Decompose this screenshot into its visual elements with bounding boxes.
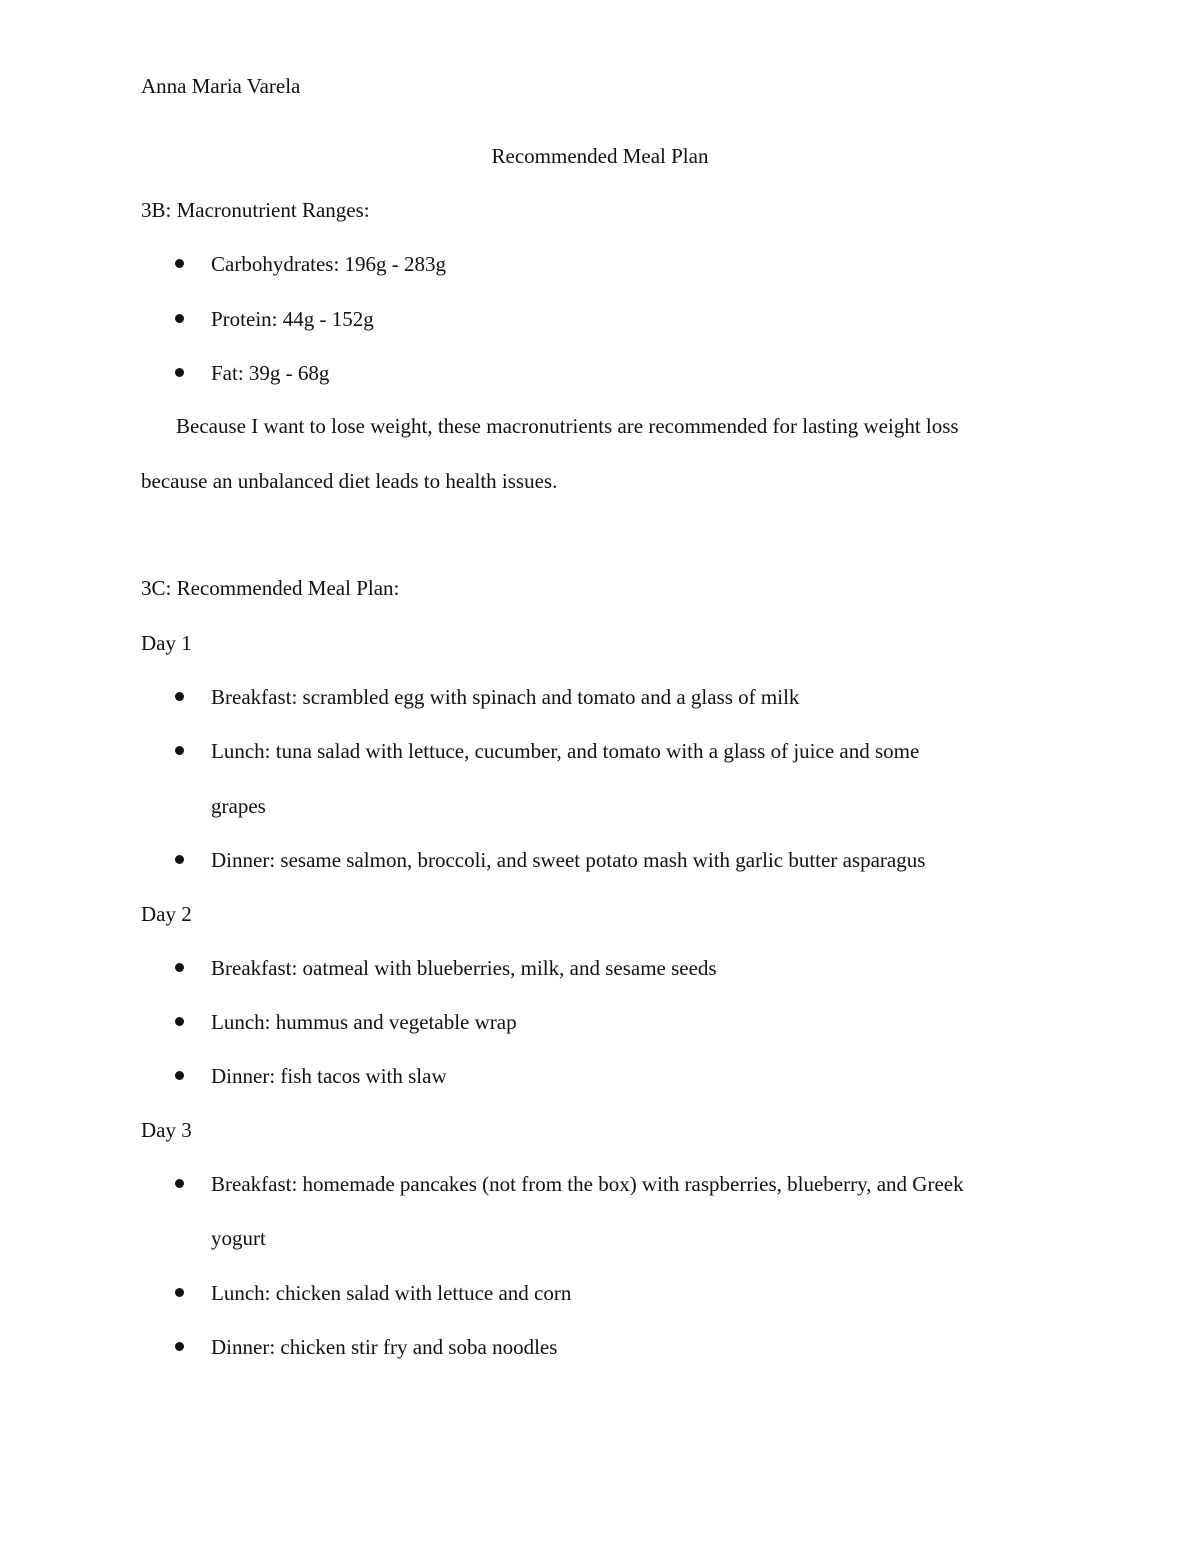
bullet-icon [175,963,184,972]
day-1-lunch: Lunch: tuna salad with lettuce, cucumber, and tomato with a glass of juice and some [211,739,920,763]
paragraph-line-1: Because I want to lose weight, these macronutrients are recommended for lasting weight loss [176,414,959,438]
section-3b-heading: 3B: Macronutrient Ranges: [141,198,370,222]
day-3-breakfast: Breakfast: homemade pancakes (not from the box) with raspberries, blueberry, and Greek [211,1172,964,1196]
macro-fat: Fat: 39g - 68g [211,361,330,385]
bullet-icon [175,692,184,701]
day-1-label: Day 1 [141,631,192,655]
macro-protein: Protein: 44g - 152g [211,307,374,331]
paragraph-line-2: because an unbalanced diet leads to health issues. [141,469,558,493]
day-3-dinner: Dinner: chicken stir fry and soba noodles [211,1335,558,1359]
bullet-icon [175,259,184,268]
bullet-icon [175,1288,184,1297]
day-1-breakfast: Breakfast: scrambled egg with spinach and tomato and a glass of milk [211,685,800,709]
bullet-icon [175,746,184,755]
bullet-icon [175,1017,184,1026]
day-3-lunch: Lunch: chicken salad with lettuce and corn [211,1281,572,1305]
bullet-icon [175,314,184,323]
author-name: Anna Maria Varela [141,74,301,98]
day-2-dinner: Dinner: fish tacos with slaw [211,1064,447,1088]
section-3c-heading: 3C: Recommended Meal Plan: [141,576,400,600]
bullet-icon [175,855,184,864]
day-2-label: Day 2 [141,902,192,926]
day-3-label: Day 3 [141,1118,192,1142]
bullet-icon [175,368,184,377]
day-2-lunch: Lunch: hummus and vegetable wrap [211,1010,517,1034]
day-3-breakfast-continued: yogurt [211,1226,266,1250]
day-1-dinner: Dinner: sesame salmon, broccoli, and sweet potato mash with garlic butter asparagus [211,848,926,872]
day-2-breakfast: Breakfast: oatmeal with blueberries, milk, and sesame seeds [211,956,717,980]
bullet-icon [175,1071,184,1080]
bullet-icon [175,1342,184,1351]
bullet-icon [175,1179,184,1188]
macro-carbohydrates: Carbohydrates: 196g - 283g [211,252,447,276]
document-title: Recommended Meal Plan [491,144,709,168]
day-1-lunch-continued: grapes [211,794,266,818]
